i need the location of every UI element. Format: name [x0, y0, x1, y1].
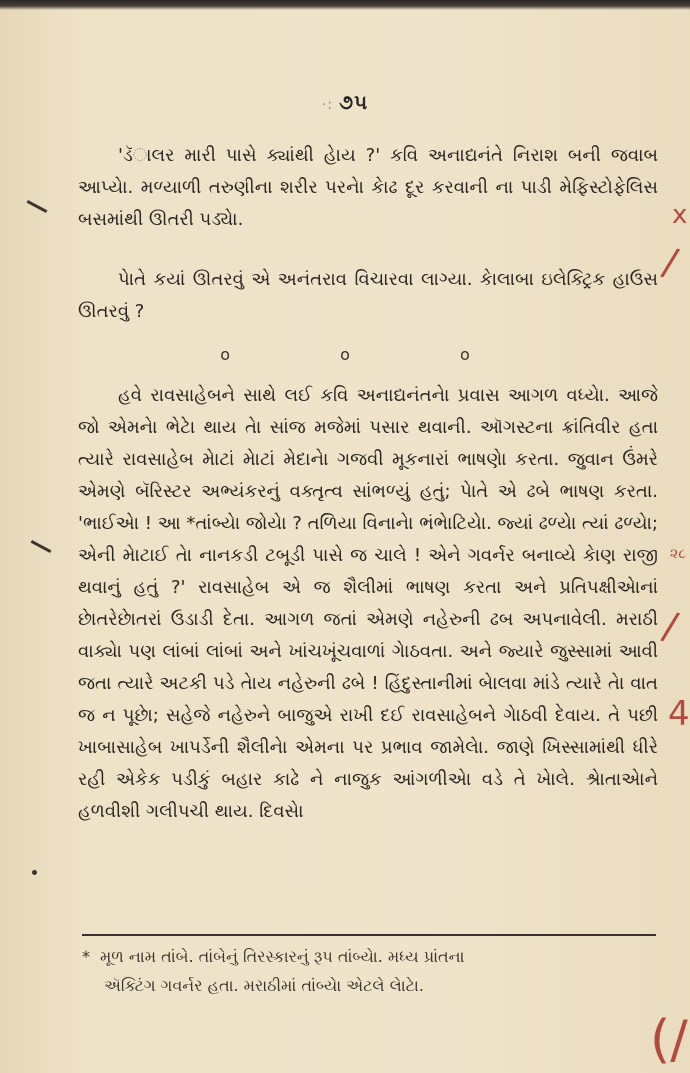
margin-dot-mark [32, 870, 37, 875]
margin-pencil-mark: / [658, 239, 682, 285]
margin-pencil-mark: ૨૮ [670, 546, 686, 562]
separator-mark: o [220, 345, 230, 364]
margin-pencil-mark: (/ [650, 1010, 688, 1070]
paragraph-1: 'ડૅાલર મારી પાસે ક્યાંથી હેાય ?' કવિ અનાદ્યનંતે નિરાશ બની જવાબ આપ્યેા. મળ્યાળી તરુણીના શરીર પરનેા કેાઢ દૂર કરવાની ના પાડી મેફિસ્ટોફેલિસ બસમાંથી ઊતરી પડ્યેા. [78, 145, 658, 230]
section-separator [0, 345, 690, 364]
paragraph-3: હવે રાવસાહેબને સાથે લઈ કવિ અનાદ્યનંતનેા પ્રવાસ આગળ વધ્યેા. આજે જો એમનેા ભેટેા થાય તેા સાંજ મજેમાં પસાર થવાની. ઑગસ્ટના ક્રાંતિવીર હતા ત્યારે રાવસાહેબ મેાટાં મેાટાં મેદાનેા ગજવી મૂકનારાં ભાષણેા કરતા. જુવાન ઉંમરે એમણે બૅરિસ્ટર અભ્યંકરનું વક્તૃત્વ સાંભળ્યું હતું; પેાતે એ ઢબે ભાષણ કરતા. 'ભાઈએા ! આ *તાંબ્યેા જોયેા ? તળિયા વિનાનેા ભંભેાટિયેા. જ્યાં ઢળ્યેા ત્યાં ઢળ્યેા; એની મેાટાઈ તેા નાનકડી ટબૂડી પાસે જ ચાલે ! એને ગવર્નર બનાવ્યે કેાણ રાજી થવાનું હતું ?' રાવસાહેબ એ જ શૈલીમાં ભાષણ કરતા અને પ્રતિપક્ષીએાનાં છેાતરેછેાતરાં ઉડાડી દેતા. આગળ જતાં એમણે નહેરુની ઢબ અપનાવેલી. મરાઠી વાક્યેા પણ લાંબાં લાંબાં અને ખાંચખૂંચવાળાં ગેાઠવતા. અને જ્યારે જુસ્સામાં આવી જતા ત્યારે અટકી પડે તેાય નહેરુની ઢબે ! હિંદુસ્તાનીમાં બેાલવા માંડે ત્યારે તેા વાત જ ન પૂછેા; સહેજે નહેરુને બાજુએ રાખી દઈ રાવસાહેબને ગેાઠવી દેવાય. તે પછી ખાબાસાહેબ ખાપર્ડેની શૈલીનેા એમના પર પ્રભાવ જામેલેા. જાણે ખિસ્સામાંથી ધીરે રહી એકેક પડીકું બહાર કાઢે ને નાજુક આંગળીએા વડે તે ખેાલે. શ્રેાતાએાને હળવીશી ગલીપચી થાય. દિવસેા [78, 385, 658, 822]
footnote-line-2: ઍક્ટિંગ ગવર્નર હતા. મરાઠીમાં તાંબ્યેા એટલે લેાટેા. [104, 976, 424, 995]
footnote-line-1: મૂળ નામ તાંબે. તાંબેનું તિરસ્કારનું રૂપ તાંબ્યેા. મધ્ય પ્રાંતના [100, 947, 465, 966]
margin-tick-mark [27, 200, 48, 213]
margin-tick-mark [31, 540, 52, 553]
page-number [0, 90, 690, 114]
separator-mark: o [459, 345, 470, 364]
margin-pencil-mark: / [658, 603, 682, 649]
margin-pencil-mark: x [672, 200, 688, 230]
margin-pencil-mark: 4 [668, 694, 690, 734]
footnote-divider [82, 934, 656, 936]
page-top-edge [0, 0, 690, 10]
page-number-ornament: ·: [321, 97, 334, 113]
paragraph-2: પેાતે કયાં ઊતરવું એ અનંતરાવ વિચારવા લાગ્યા. કેાલાબા ઇલેક્ટ્રિક હાઉસ ઊતરવું ? [78, 269, 658, 322]
page-number-text: ૭૫ [339, 90, 369, 114]
footnote-marker: * [82, 947, 90, 966]
separator-mark: o [340, 345, 350, 364]
footnote [82, 942, 652, 1000]
